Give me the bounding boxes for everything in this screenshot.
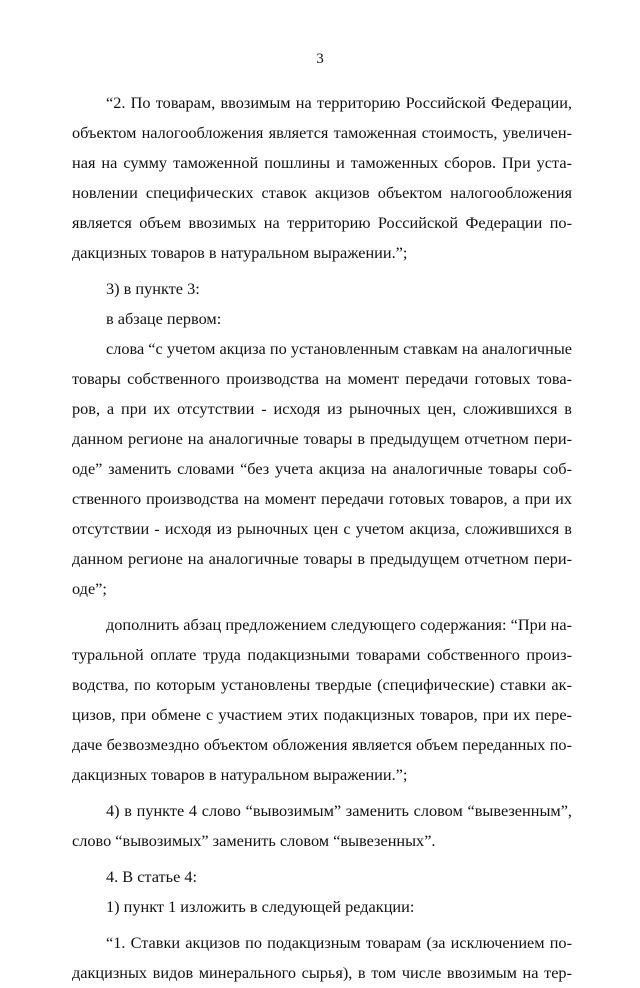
text-line: в абзаце первом: xyxy=(106,309,222,328)
paragraph xyxy=(72,334,572,604)
paragraph xyxy=(72,862,572,892)
text-line: 1) пункт 1 изложить в следующей редакции: xyxy=(106,897,415,916)
text-line: туральной оплате труда подакцизными товарами собственного произ- xyxy=(72,645,572,664)
text-line: даче безвозмездно объектом обложения является объем переданных по- xyxy=(72,735,572,754)
paragraph xyxy=(72,88,572,268)
text-line: 4) в пункте 4 слово “вывозимым” заменить словом “вывезенным”, xyxy=(106,801,572,820)
document-body xyxy=(72,88,572,988)
text-line: 4. В статье 4: xyxy=(106,867,198,886)
text-line: слова “с учетом акциза по установленным ставкам на аналогичные xyxy=(106,339,572,358)
text-line: ная на сумму таможенной пошлины и таможенных сборов. При уста- xyxy=(72,153,572,172)
paragraph xyxy=(72,304,572,334)
text-line: дакцизных товаров в натуральном выражении.”; xyxy=(72,243,408,262)
text-line: водства, по которым установлены твердые (специфические) ставки ак- xyxy=(72,675,572,694)
text-line: цизов, при обмене с участием этих подакцизных товаров, при их пере- xyxy=(72,705,572,724)
paragraph xyxy=(72,796,572,856)
paragraph xyxy=(72,892,572,922)
text-line: дакцизных товаров в натуральном выражении.”; xyxy=(72,765,408,784)
text-line: оде” заменить словами “без учета акциза на аналогичные товары соб- xyxy=(72,459,572,478)
text-line: отсутствии - исходя из рыночных цен с учетом акциза, сложившихся в xyxy=(72,519,572,538)
text-line: товары собственного производства на момент передачи готовых това- xyxy=(72,369,572,388)
paragraph xyxy=(72,274,572,304)
text-line: слово “вывозимых” заменить словом “вывезенных”. xyxy=(72,831,436,850)
text-line: оде”; xyxy=(72,579,107,598)
text-line: является объем ввозимых на территорию Российской Федерации по- xyxy=(72,213,572,232)
paragraph xyxy=(72,928,572,988)
text-line: данном регионе на аналогичные товары в предыдущем отчетном пери- xyxy=(72,549,572,568)
paragraph xyxy=(72,610,572,790)
text-line: 3) в пункте 3: xyxy=(106,279,200,298)
text-line: объектом налогообложения является таможенная стоимость, увеличен- xyxy=(72,123,572,142)
text-line: ров, а при их отсутствии - исходя из рыночных цен, сложившихся в xyxy=(72,399,572,418)
text-line: дополнить абзац предложением следующего содержания: “При на- xyxy=(106,615,572,634)
text-line: дакцизных видов минерального сырья), в том числе ввозимым на тер- xyxy=(72,963,572,982)
text-line: данном регионе на аналогичные товары в предыдущем отчетном пери- xyxy=(72,429,572,448)
text-line: новлении специфических ставок акцизов объектом налогообложения xyxy=(72,183,572,202)
text-line: ственного производства на момент передачи готовых товаров, а при их xyxy=(72,489,572,508)
page-number: 3 xyxy=(316,51,324,67)
text-line: “1. Ставки акцизов по подакцизным товарам (за исключением по- xyxy=(106,933,572,952)
text-line: “2. По товарам, ввозимым на территорию Российской Федерации, xyxy=(106,93,572,112)
